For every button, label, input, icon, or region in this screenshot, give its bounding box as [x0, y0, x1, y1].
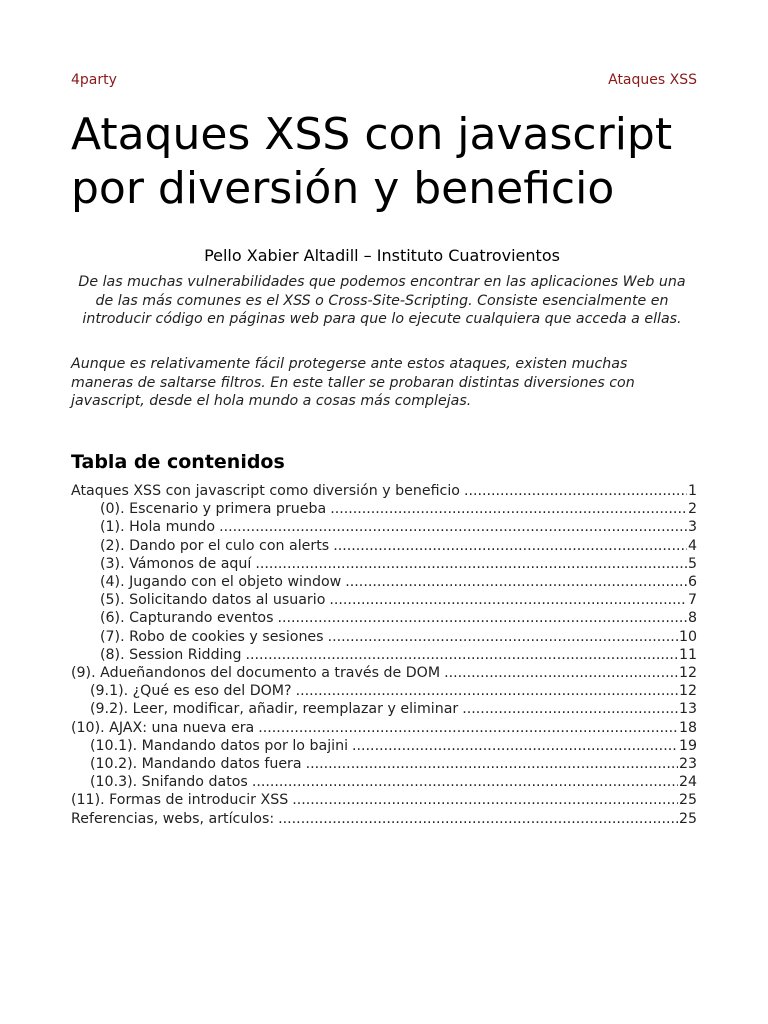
toc-entry-title: (8). Session Ridding: [100, 646, 242, 663]
toc-entry-title: (4). Jugando con el objeto window: [100, 574, 342, 591]
toc-entry-page: 8: [687, 610, 697, 627]
toc-dot-leader: [345, 573, 687, 591]
toc-entry[interactable]: [71, 628, 697, 646]
toc-dot-leader: [277, 609, 686, 627]
toc-entry-title: (9.2). Leer, modificar, añadir, reemplazar y eliminar: [90, 701, 459, 718]
toc-entry-page: 12: [678, 683, 697, 700]
title-line-2: por diversión y beneficio: [71, 163, 615, 214]
toc-dot-leader: [296, 682, 678, 700]
toc-dot-leader: [444, 664, 678, 682]
toc-entry-page: 2: [687, 501, 697, 518]
toc-entry-title: (11). Formas de introducir XSS: [71, 792, 289, 809]
toc-dot-leader: [329, 591, 687, 609]
toc-entry-page: 25: [678, 792, 697, 809]
toc-entry-page: 1: [687, 483, 697, 499]
toc-entry-title: (7). Robo de cookies y sesiones: [100, 628, 324, 645]
toc-dot-leader: [333, 537, 687, 555]
toc-entry[interactable]: [71, 791, 697, 809]
title-line-1: Ataques XSS con javascript: [71, 109, 673, 160]
toc-dot-leader: [352, 737, 678, 755]
toc-entry[interactable]: [71, 700, 697, 718]
toc-dot-leader: [464, 482, 687, 500]
toc-dot-leader: [252, 773, 678, 791]
toc-entry[interactable]: [71, 518, 697, 536]
toc-entry-page: 5: [687, 555, 697, 572]
toc-entry[interactable]: [71, 537, 697, 555]
header-right-text: Ataques XSS: [608, 72, 697, 88]
toc-entry[interactable]: [71, 573, 697, 591]
toc-entry-title: (10.1). Mandando datos por lo bajini: [90, 737, 349, 754]
toc-entry[interactable]: [71, 591, 697, 609]
toc-entry-title: (9.1). ¿Qué es eso del DOM?: [90, 683, 292, 700]
toc-entry[interactable]: [71, 555, 697, 573]
toc-entry-title: (10). AJAX: una nueva era: [71, 719, 255, 736]
toc-entry[interactable]: [71, 609, 697, 627]
toc-entry-page: 4: [687, 537, 697, 554]
toc-entry-page: 3: [687, 519, 697, 536]
toc-dot-leader: [258, 719, 678, 737]
toc-entry-title: Referencias, webs, artículos:: [71, 810, 275, 827]
toc-entry[interactable]: [71, 682, 697, 700]
toc-entry[interactable]: [71, 719, 697, 737]
toc-entry-title: (5). Solicitando datos al usuario: [100, 592, 326, 609]
toc-entry[interactable]: [71, 773, 697, 791]
toc-entry[interactable]: [71, 755, 697, 773]
toc-dot-leader: [278, 810, 678, 828]
toc-entry-title: (6). Capturando eventos: [100, 610, 274, 627]
toc-entry-page: 10: [678, 628, 697, 645]
toc-entry-page: 12: [678, 665, 697, 682]
toc-entry[interactable]: [71, 664, 697, 682]
toc-entry-page: 6: [687, 574, 697, 591]
toc-entry-page: 11: [678, 646, 697, 663]
toc-entry-page: 24: [678, 774, 697, 791]
toc-heading: Tabla de contenidos: [71, 451, 285, 473]
toc-dot-leader: [292, 791, 678, 809]
toc-entry-page: 13: [678, 701, 697, 718]
toc-dot-leader: [255, 555, 687, 573]
toc-entry-title: (2). Dando por el culo con alerts: [100, 537, 330, 554]
toc-entry-title: (0). Escenario y primera prueba: [100, 501, 327, 518]
toc-entry-page: 7: [687, 592, 697, 609]
toc-dot-leader: [219, 518, 687, 536]
toc-entry-title: (10.2). Mandando datos fuera: [90, 756, 302, 773]
toc-entry[interactable]: [71, 810, 697, 828]
toc-entry-page: 18: [678, 719, 697, 736]
toc-dot-leader: [328, 628, 678, 646]
toc-entry-title: (1). Hola mundo: [100, 519, 216, 536]
header-left-text: 4party: [71, 72, 117, 88]
author-line: Pello Xabier Altadill – Instituto Cuatrovientos: [204, 246, 560, 265]
abstract-paragraph: De las muchas vulnerabilidades que podemos encontrar en las aplicaciones Web una de las más comunes es el XSS o Cross-Site-Scripting. Consiste esencialmente en introducir código en páginas web para que lo ejecute cualquiera que acceda a ellas.: [78, 274, 686, 327]
toc-dot-leader: [246, 646, 678, 664]
toc-entry-title: (10.3). Snifando datos: [90, 774, 248, 791]
toc-dot-leader: [330, 500, 687, 518]
toc-entry-title: Ataques XSS con javascript como diversión y beneficio: [71, 483, 460, 499]
toc-entry-title: (9). Adueñandonos del documento a través de DOM: [71, 665, 441, 682]
toc-entry[interactable]: [71, 646, 697, 664]
toc-dot-leader: [462, 700, 678, 718]
toc-entry[interactable]: [71, 482, 697, 500]
toc-entry-page: 25: [678, 810, 697, 827]
toc-entry-page: 23: [678, 756, 697, 773]
toc-entry[interactable]: [71, 737, 697, 755]
document-title: [71, 108, 711, 216]
intro-paragraph: Aunque es relativamente fácil protegerse ante estos ataques, existen muchas maneras de saltarse filtros. En este taller se probaran distintas diversiones con javascript, desde el hola mundo a cosas más complejas.: [71, 356, 635, 409]
toc-dot-leader: [306, 755, 678, 773]
toc-entry-title: (3). Vámonos de aquí: [100, 555, 252, 572]
toc-entry[interactable]: [71, 500, 697, 518]
toc-entry-page: 19: [678, 737, 697, 754]
table-of-contents: [71, 482, 697, 828]
